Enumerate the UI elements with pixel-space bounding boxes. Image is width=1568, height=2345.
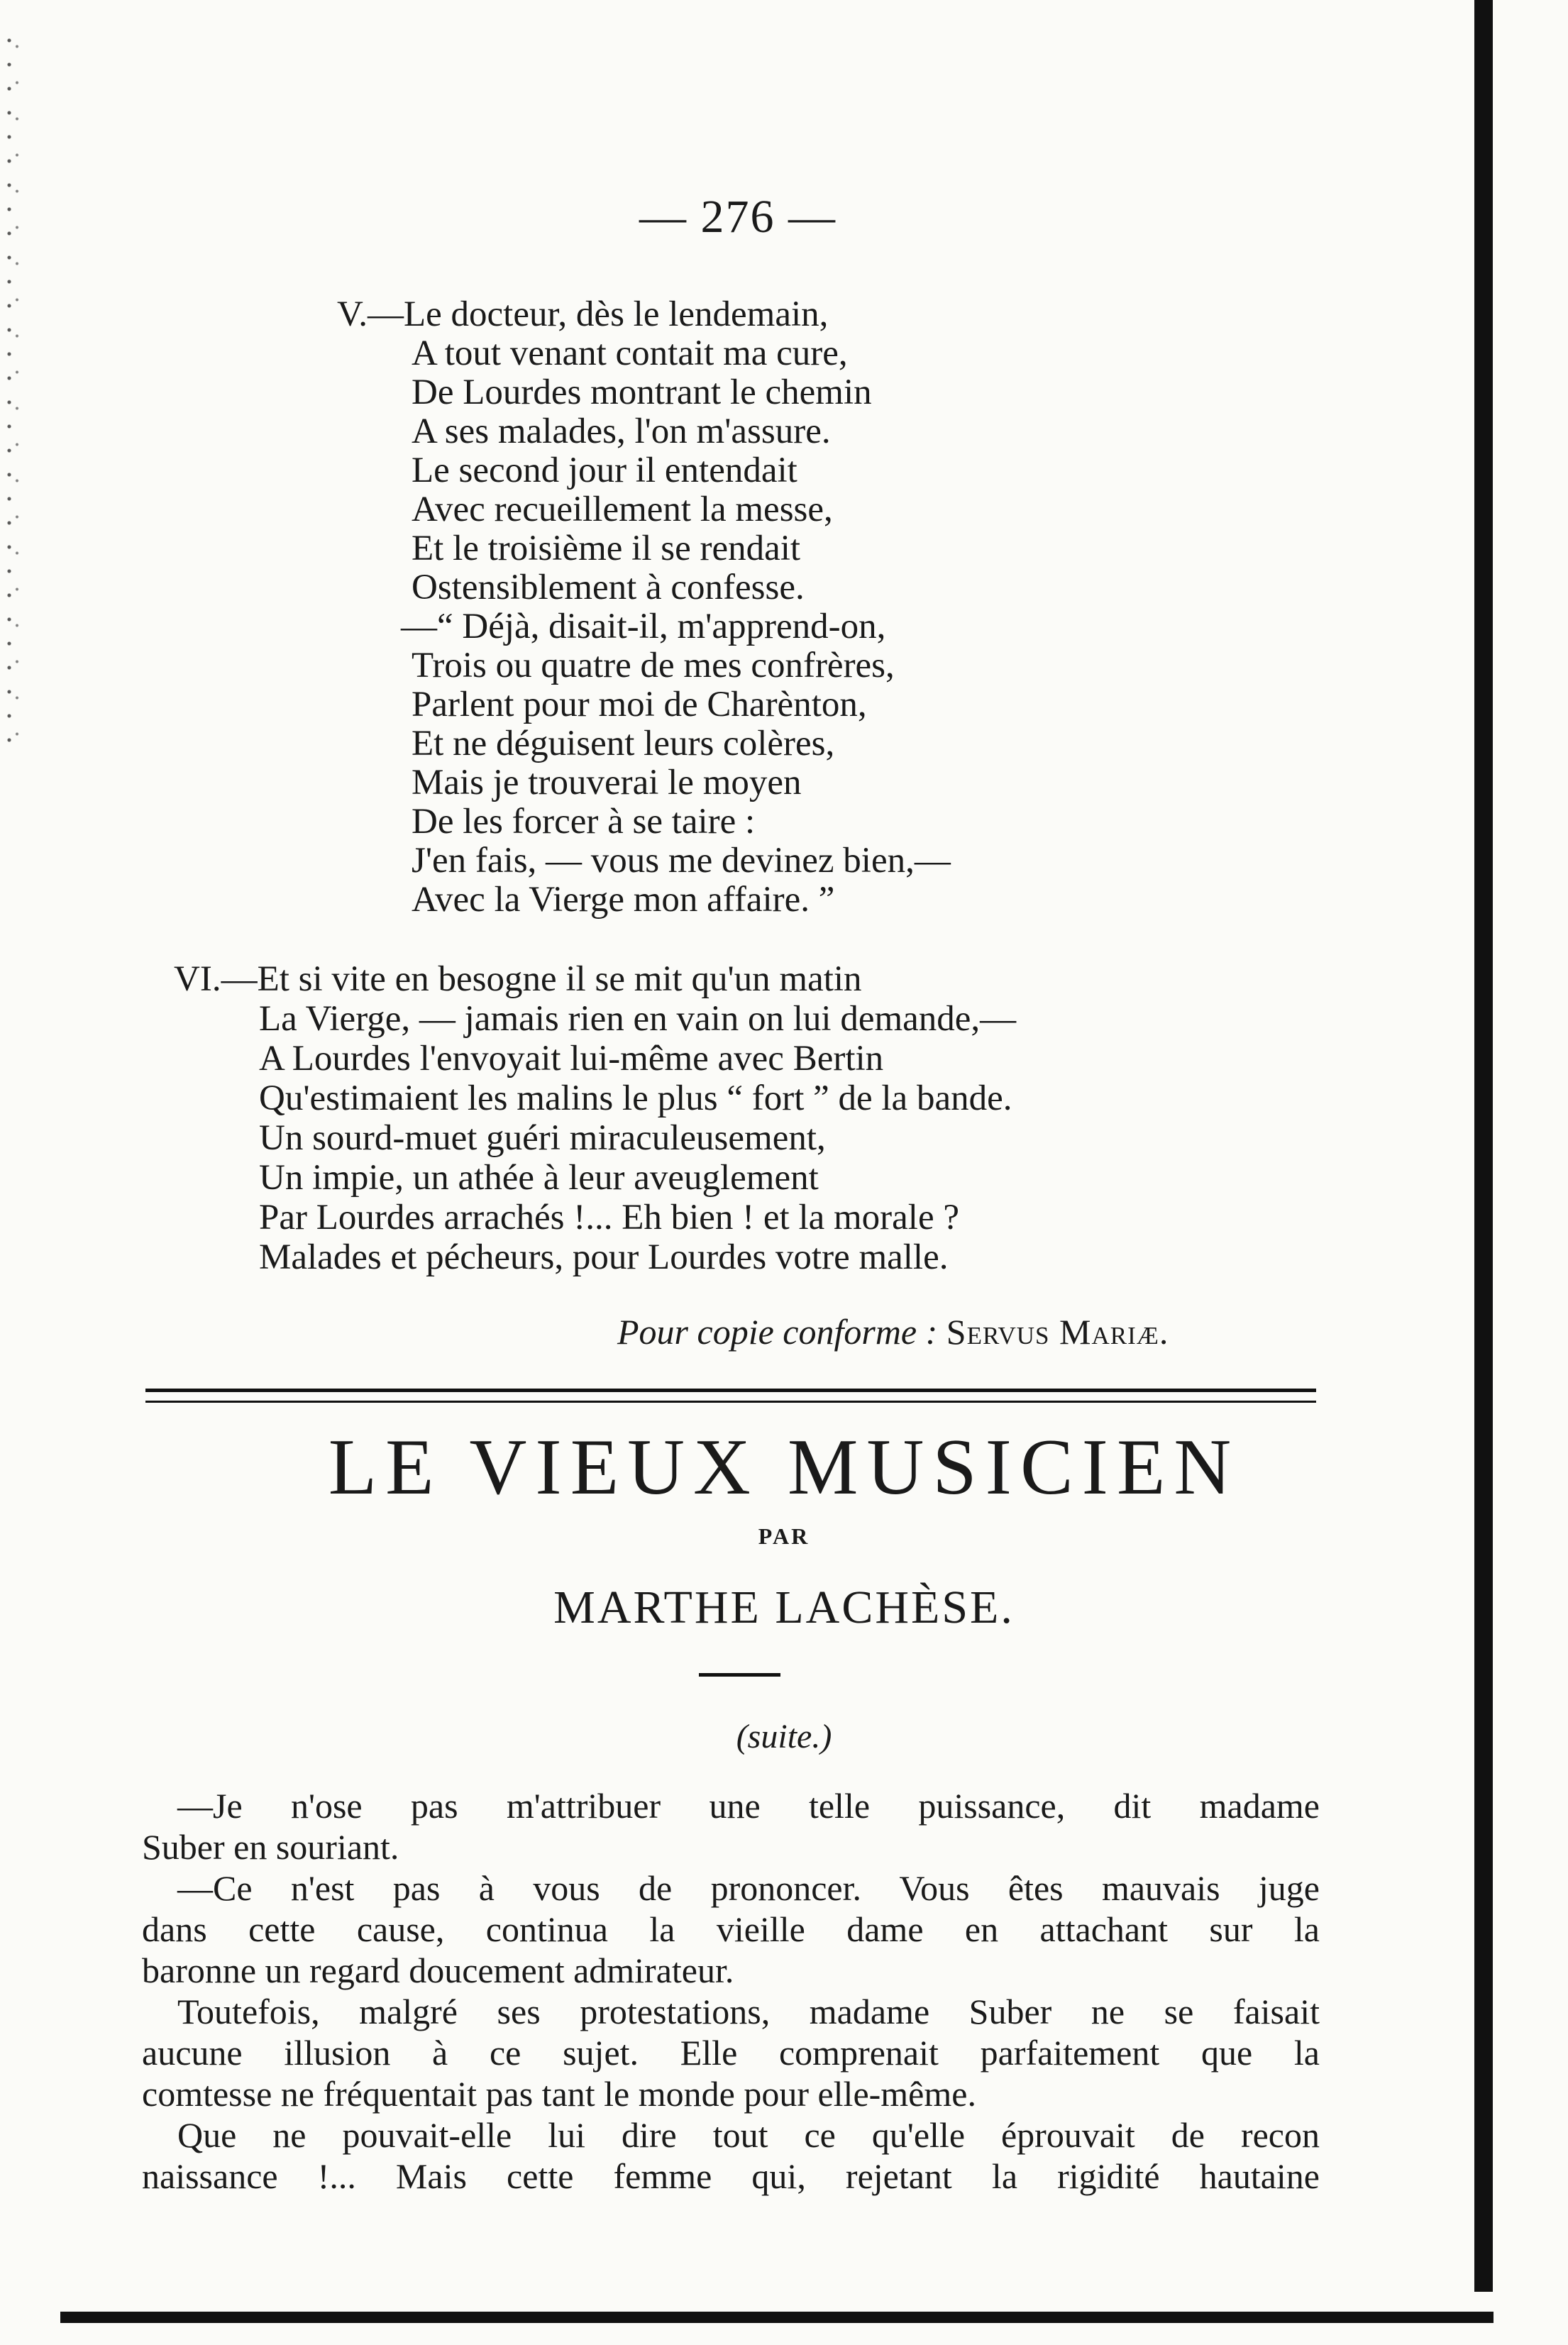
prose-line: baronne un regard doucement admirateur. bbox=[142, 1951, 734, 1990]
verse-line: Le second jour il entendait bbox=[412, 451, 797, 490]
verse-line: A Lourdes l'envoyait lui-même avec Bertin bbox=[259, 1039, 884, 1078]
prose-line: naissance !... Mais cette femme qui, rejetant la rigidité hautaine bbox=[142, 2156, 1320, 2196]
verse-line: Ostensiblement à confesse. bbox=[412, 568, 805, 607]
verse-line: De Lourdes montrant le chemin bbox=[412, 373, 872, 412]
verse-line: Un sourd-muet guéri miraculeusement, bbox=[259, 1118, 826, 1158]
prose-line: Toutefois, malgré ses protestations, madame Suber ne se faisait bbox=[177, 1992, 1320, 2031]
verse-line: Par Lourdes arrachés !... Eh bien ! et la morale ? bbox=[259, 1198, 959, 1237]
section-rule bbox=[699, 1673, 780, 1677]
verse-line: —“ Déjà, disait-il, m'apprend-on, bbox=[401, 607, 886, 646]
double-rule-top bbox=[145, 1389, 1316, 1392]
double-rule-bottom bbox=[145, 1401, 1316, 1403]
scan-border-bottom bbox=[60, 2312, 1494, 2323]
story-title: LE VIEUX MUSICIEN bbox=[328, 1423, 1240, 1511]
verse-line: Avec la Vierge mon affaire. ” bbox=[412, 880, 835, 920]
verse-line: Avec recueillement la messe, bbox=[412, 490, 833, 529]
signature-prefix: Pour copie conforme : bbox=[617, 1312, 938, 1352]
verse-line: Trois ou quatre de mes confrères, bbox=[412, 646, 895, 685]
verse-line: De les forcer à se taire : bbox=[412, 802, 756, 842]
verse-line: Un impie, un athée à leur aveuglement bbox=[259, 1158, 819, 1198]
scan-border-right bbox=[1474, 0, 1493, 2292]
signature bbox=[617, 1311, 1169, 1352]
verse-line: Malades et pécheurs, pour Lourdes votre malle. bbox=[259, 1237, 949, 1277]
verse-line: Et ne déguisent leurs colères, bbox=[412, 724, 835, 763]
story-author: MARTHE LACHÈSE. bbox=[553, 1582, 1015, 1633]
prose-line: —Ce n'est pas à vous de prononcer. Vous êtes mauvais juge bbox=[177, 1868, 1320, 1908]
prose-line: Que ne pouvait-elle lui dire tout ce qu'elle éprouvait de recon bbox=[177, 2115, 1320, 2155]
verse-line: La Vierge, — jamais rien en vain on lui demande,— bbox=[259, 999, 1017, 1039]
verse-line: Qu'estimaient les malins le plus “ fort ” de la bande. bbox=[259, 1078, 1012, 1118]
verse-line: V.—Le docteur, dès le lendemain, bbox=[337, 294, 829, 334]
prose-line: dans cette cause, continua la vieille dame en attachant sur la bbox=[142, 1909, 1320, 1949]
verse-line: Et le troisième il se rendait bbox=[412, 529, 801, 568]
verse-line: VI.—Et si vite en besogne il se mit qu'un matin bbox=[174, 959, 862, 999]
continued-label: (suite.) bbox=[736, 1718, 832, 1755]
prose-line: —Je n'ose pas m'attribuer une telle puissance, dit madame bbox=[177, 1786, 1320, 1826]
verse-line: A tout venant contait ma cure, bbox=[412, 333, 848, 373]
page-number: — 276 — bbox=[639, 191, 837, 243]
prose-line: Suber en souriant. bbox=[142, 1827, 399, 1867]
verse-line: J'en fais, — vous me devinez bien,— bbox=[412, 841, 951, 881]
verse-line: Mais je trouverai le moyen bbox=[412, 763, 802, 802]
story-by: PAR bbox=[758, 1523, 810, 1549]
scan-speckle-left-inner bbox=[13, 28, 21, 752]
verse-line: Parlent pour moi de Charènton, bbox=[412, 685, 867, 724]
prose-line: comtesse ne fréquentait pas tant le monde pour elle-même. bbox=[142, 2074, 976, 2114]
signature-name: Servus Mariæ. bbox=[946, 1312, 1169, 1352]
verse-line: A ses malades, l'on m'assure. bbox=[412, 412, 831, 451]
prose-line: aucune illusion à ce sujet. Elle comprenait parfaitement que la bbox=[142, 2033, 1320, 2073]
